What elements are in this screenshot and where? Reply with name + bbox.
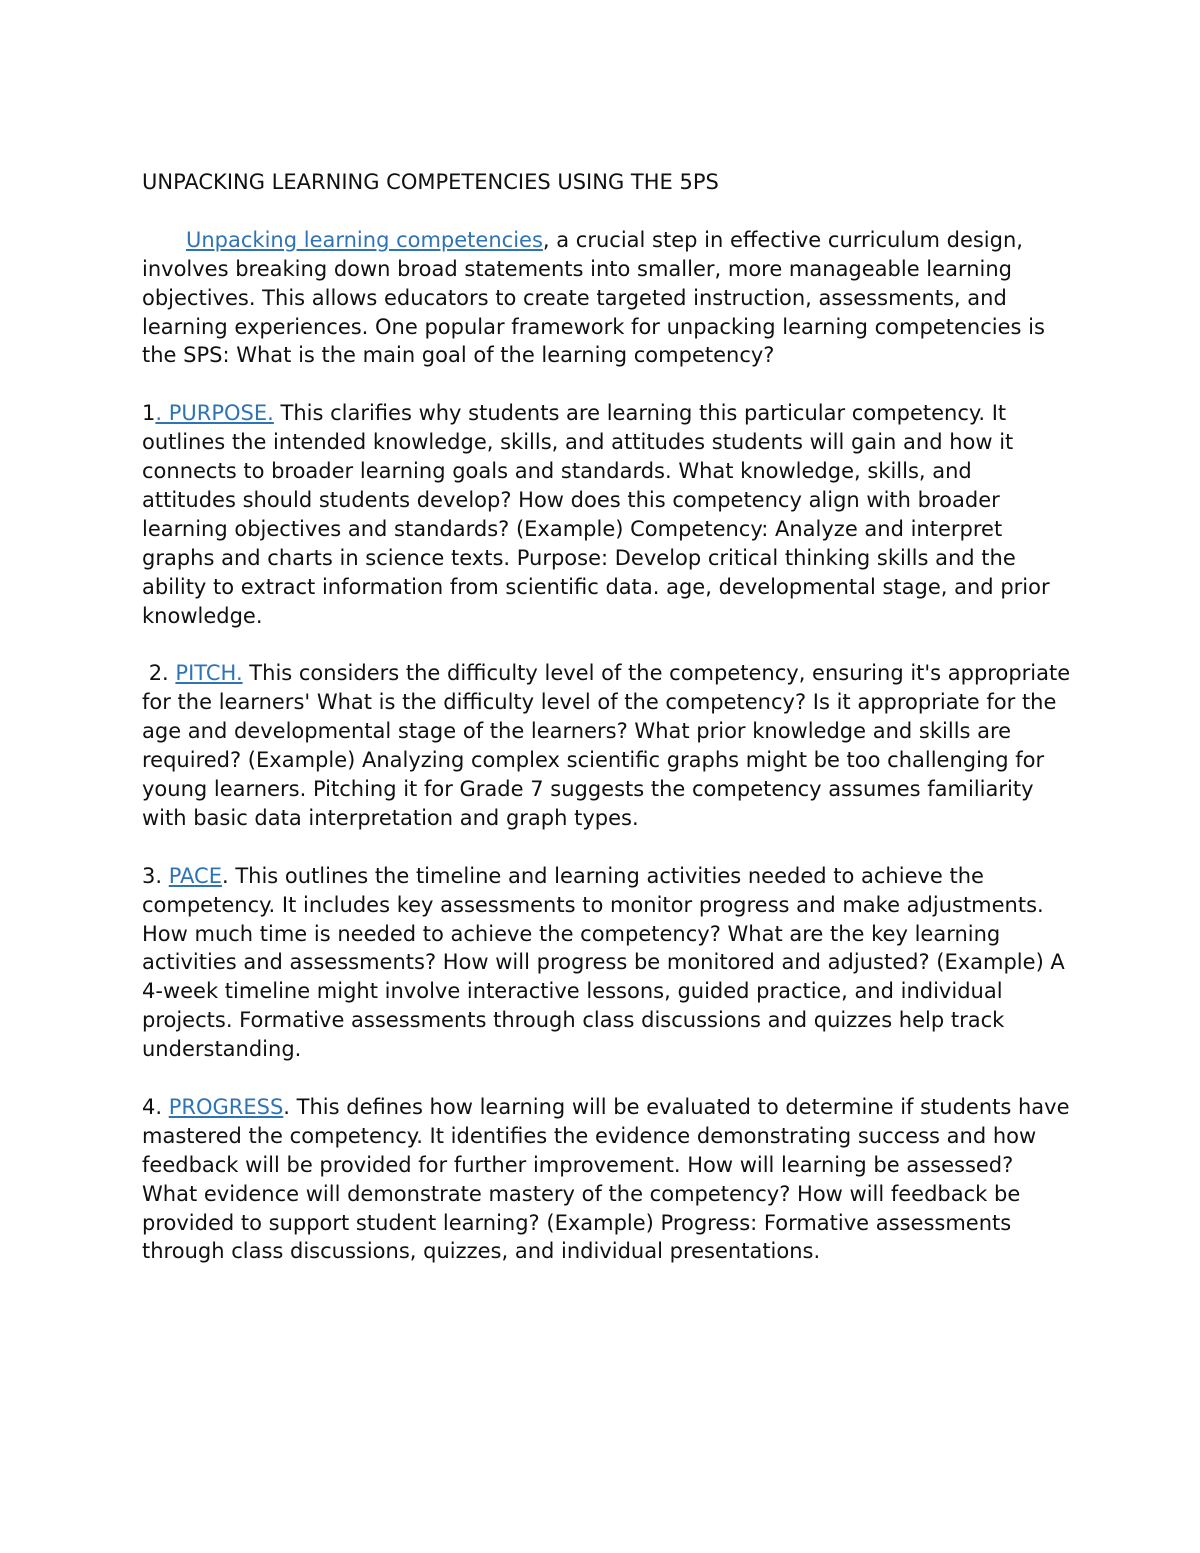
purpose-link[interactable]: . PURPOSE. [155,401,274,426]
document-page [142,168,1077,1295]
section-pace [142,862,1072,1064]
section-number: 1 [142,401,156,426]
section-number: 2. [142,661,176,686]
intro-text: , a crucial step in effective curriculum design, involves breaking down broad statements into smaller, more manageable learning objectives. This allows educators to create targeted instruction, assessments, and learning experiences. One popular framework for unpacking learning competencies is the SPS: What is the main goal of the learning competency? [142,227,1045,368]
pace-link[interactable]: PACE [168,863,222,888]
intro-paragraph [142,226,1072,371]
section-progress [142,1093,1077,1266]
section-text: . This defines how learning will be evaluated to determine if students have mastered the competency. It identifies the evidence demonstrating success and how feedback will be provided for further improvement. How will learning be assessed? What evidence will demonstrate mastery of the competency? How will feedback be provided to support student learning? (Example) Progress: Formative assessments through class discussions, quizzes, and individual presentations. [142,1094,1077,1264]
section-pitch [142,659,1077,832]
intro-link[interactable]: Unpacking learning competencies [186,227,543,252]
section-number: 4. [142,1094,169,1119]
section-text: This clarifies why students are learning this particular competency. It outlines the intended knowledge, skills, and attitudes students will gain and how it connects to broader learning goals and standards. What knowledge, skills, and attitudes should students develop? How does this competency align with broader learning objectives and standards? (Example) Competency: Analyze and interpret graphs and charts in science texts. Purpose: Develop critical thinking skills and the ability to extract information from scientific data. age, developmental stage, and prior knowledge. [142,401,1050,628]
section-purpose [142,399,1072,630]
pitch-link[interactable]: PITCH. [175,661,243,686]
section-text: . This outlines the timeline and learning activities needed to achieve the competency. It includes key assessments to monitor progress and make adjustments. How much time is needed to achieve the competency? What are the key learning activities and assessments? How will progress be monitored and adjusted? (Example) A 4-week timeline might involve interactive lessons, guided practice, and individual projects. Formative assessments through class discussions and quizzes help track understanding. [142,863,1072,1062]
progress-link[interactable]: PROGRESS [168,1094,284,1119]
section-text: This considers the difficulty level of the competency, ensuring it's appropriate for the learners' What is the difficulty level of the competency? Is it appropriate for the age and developmental stage of the learners? What prior knowledge and skills are required? (Example) Analyzing complex scientific graphs might be too challenging for young learners. Pitching it for Grade 7 suggests the competency assumes familiarity with basic data interpretation and graph types. [142,661,1077,830]
document-title: UNPACKING LEARNING COMPETENCIES USING THE 5PS [142,170,719,194]
section-number: 3. [142,863,169,888]
